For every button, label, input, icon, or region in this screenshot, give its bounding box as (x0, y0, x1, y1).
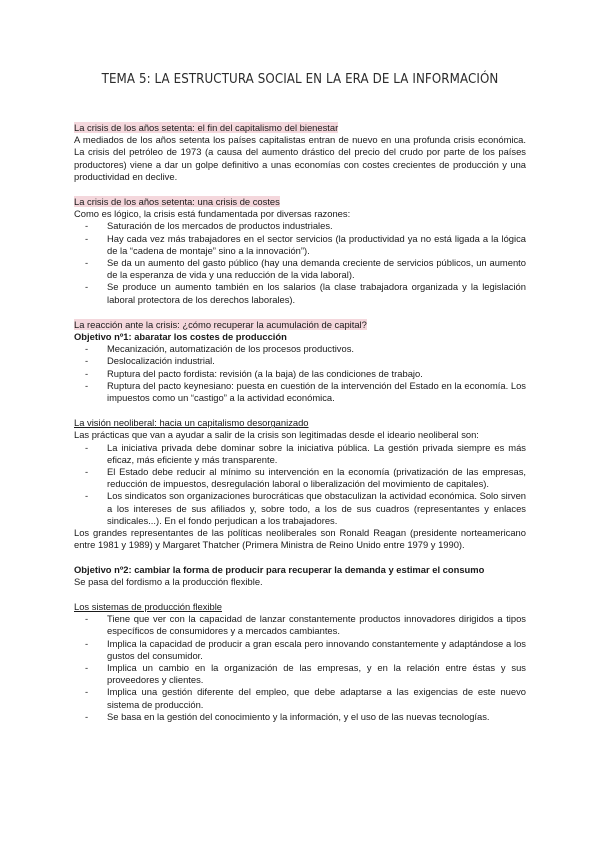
objective-heading: Objetivo nº1: abaratar los costes de producción (74, 331, 287, 343)
list-item: - Implica un cambio en la organización de las empresas, y en la relación entre éstas y sus proveedores y clientes. (107, 662, 526, 686)
section-heading (74, 196, 526, 208)
section-heading-text: La reacción ante la crisis: ¿cómo recuperar la acumulación de capital? (74, 318, 367, 330)
list-item: - Se da un aumento del gasto público (hay una demanda creciente de servicios públicos, un aumento de la esperanza de vida y una reducción de la vida laboral). (107, 257, 526, 281)
page-title: TEMA 5: LA ESTRUCTURA SOCIAL EN LA ERA DE LA INFORMACIÓN (101, 71, 499, 87)
paragraph: Las prácticas que van a ayudar a salir de la crisis son legitimadas desde el ideario neoliberal son: (74, 429, 479, 441)
bullet-list (74, 220, 526, 305)
section-heading (74, 319, 526, 331)
list-item: - Ruptura del pacto keynesiano: puesta en cuestión de la intervención del Estado en la economía. Los impuestos como un “castigo” a la actividad económica. (107, 380, 526, 404)
paragraph: A mediados de los años setenta los países capitalistas entran de nuevo en una profunda crisis económica. La crisis del petróleo de 1973 (a causa del aumento drástico del precio del crudo por parte de los países productores) viene a dar un golpe definitivo a unas economías con costes crecientes de producción y una productividad en declive. (74, 134, 526, 182)
section-heading-text: La crisis de los años setenta: una crisis de costes (74, 196, 280, 208)
list-item: - Mecanización, automatización de los procesos productivos. (107, 343, 526, 355)
list-item: - Tiene que ver con la capacidad de lanzar constantemente productos innovadores dirigidos a tipos específicos de consumidores y a mercados cambiantes. (107, 613, 526, 637)
paragraph: Se pasa del fordismo a la producción flexible. (74, 575, 263, 587)
bullet-list (74, 613, 526, 723)
section-heading (74, 122, 526, 134)
section-heading-text: La visión neoliberal: hacia un capitalismo desorganizado (74, 417, 309, 429)
list-item: - Saturación de los mercados de productos industriales. (107, 220, 526, 232)
list-item: - Hay cada vez más trabajadores en el sector servicios (la productividad ya no está ligada a la lógica de la “cadena de montaje” sino a la innovación”). (107, 233, 526, 257)
list-item: - La iniciativa privada debe dominar sobre la iniciativa pública. La gestión privada siempre es más eficaz, más eficiente y más transparente. (107, 442, 526, 466)
objective-heading: Objetivo nº2: cambiar la forma de producir para recuperar la demanda y estimar el consumo (74, 563, 485, 575)
list-item: - El Estado debe reducir al mínimo su intervención en la economía (privatización de las empresas, reducción de impuestos, desregulación laboral o liberalización del movimiento de capitales). (107, 466, 526, 490)
list-item: - Se basa en la gestión del conocimiento y la información, y el uso de las nuevas tecnologías. (107, 711, 526, 723)
paragraph: Como es lógico, la crisis está fundamentada por diversas razones: (74, 208, 351, 220)
document-content (74, 122, 526, 723)
list-item: - Se produce un aumento también en los salarios (la clase trabajadora organizada y la legislación laboral protectora de los derechos laborales). (107, 281, 526, 305)
bullet-list (74, 442, 526, 527)
paragraph: Los grandes representantes de las políticas neoliberales son Ronald Reagan (presidente norteamericano entre 1981 y 1989) y Margaret Thatcher (Primera Ministra de Reino Unido entre 1979 y 1990). (74, 527, 526, 551)
section-heading-text: La crisis de los años setenta: el fin del capitalismo del bienestar (74, 122, 339, 133)
list-item: - Los sindicatos son organizaciones burocráticas que obstaculizan la actividad económica. Solo sirven a los intereses de sus afiliados y, sobre todo, a los de sus cuadros (representantes y enlaces sindicales...). En el fondo perjudican a los trabajadores. (107, 490, 526, 527)
section-heading (74, 417, 526, 429)
list-item: - Deslocalización industrial. (107, 355, 526, 367)
section-heading-text: Los sistemas de producción flexible (74, 600, 222, 612)
list-item: - Implica una gestión diferente del empleo, que debe adaptarse a las exigencias de este nuevo sistema de producción. (107, 686, 526, 710)
bullet-list (74, 343, 526, 404)
list-item: - Implica la capacidad de producir a gran escala pero innovando constantemente y adaptándose a los gustos del consumidor. (107, 638, 526, 662)
section-heading (74, 601, 526, 613)
list-item: - Ruptura del pacto fordista: revisión (a la baja) de las condiciones de trabajo. (107, 368, 526, 380)
